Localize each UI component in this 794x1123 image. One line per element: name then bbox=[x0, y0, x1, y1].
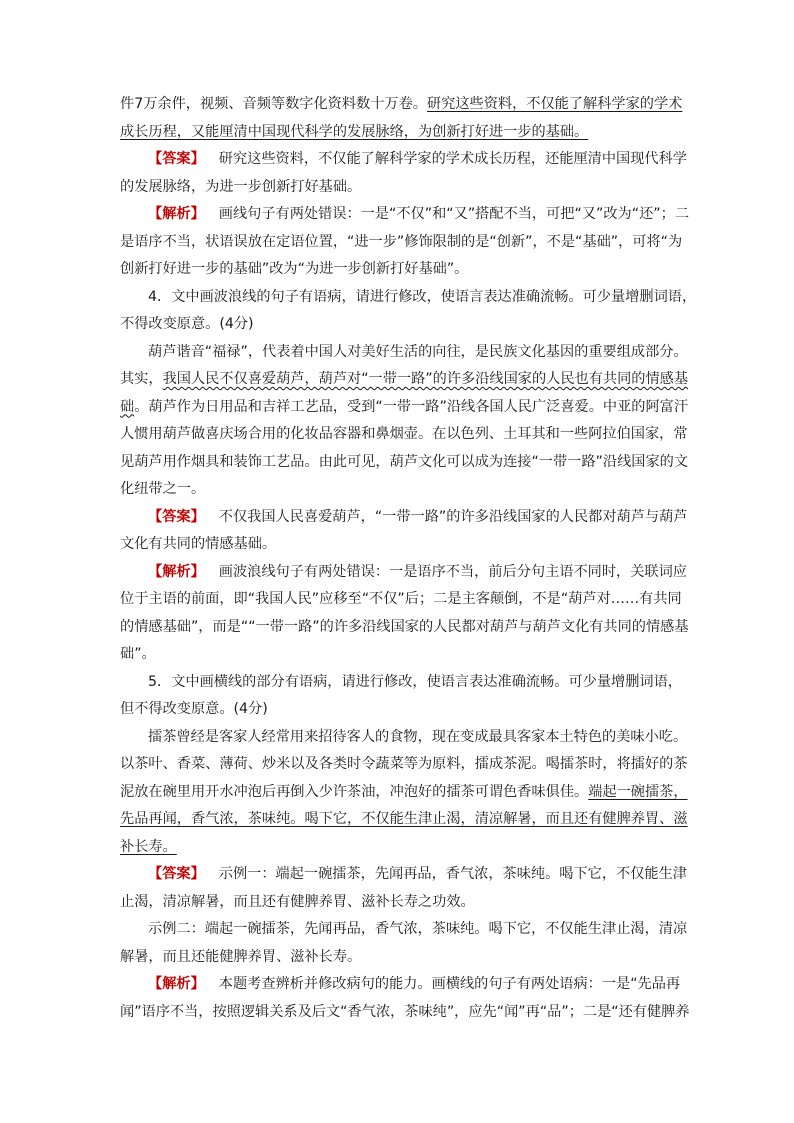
question-text: 不得改变原意。(4分) bbox=[120, 316, 254, 332]
passage-line bbox=[120, 806, 688, 834]
underlined-text: 研究这些资料，不仅能了解科学家的学术 bbox=[426, 96, 683, 112]
passage-text: 。葫芦作为日用品和吉祥工艺品，受到“一带一路”沿线各国人民广泛喜爱。中亚的阿富汗 bbox=[134, 398, 689, 415]
answer-text: 不仅我国人民喜爱葫芦，“一带一路”的许多沿线国家的人民都对葫芦与葫芦 bbox=[218, 508, 688, 525]
passage-line bbox=[120, 751, 688, 779]
analysis-line bbox=[120, 586, 680, 614]
question-line bbox=[120, 284, 697, 312]
analysis-text: 础”。 bbox=[120, 646, 156, 662]
text-span: 件7万余件，视频、音频等数字化资料数十万卷。 bbox=[120, 96, 427, 112]
answer-line bbox=[120, 531, 680, 559]
passage-text: 其实， bbox=[120, 371, 163, 387]
analysis-tag: 【解析】 bbox=[148, 206, 205, 222]
analysis-text: 的情感基础”，而是““一带一路”的许多沿线国家的人民都对葫芦与葫芦文化有共同的情感基 bbox=[120, 618, 689, 635]
answer-line bbox=[120, 944, 680, 972]
analysis-text: 本题考查辨析并修改病句的能力。画横线的句子有两处语病：一是“先品再 bbox=[218, 976, 681, 992]
passage-text: 化纽带之一。 bbox=[120, 481, 206, 497]
answer-tag: 【答案】 bbox=[148, 866, 205, 882]
passage-line bbox=[120, 476, 680, 504]
passage-text: 人惯用葫芦做喜庆场合用的化妆品容器和鼻烟壶。在以色列、土耳其和一些阿拉伯国家，常 bbox=[120, 426, 688, 442]
answer-line bbox=[120, 174, 680, 202]
answer-line bbox=[120, 889, 680, 917]
analysis-line bbox=[120, 999, 690, 1027]
wavy-underlined-text: 我国人民不仅喜爱葫芦，葫芦对“一带一路”的许多沿线国家的人民也有共同的情感基 bbox=[162, 371, 689, 387]
answer-text: 解暑，而且还能健脾养胃、滋补长寿。 bbox=[120, 948, 362, 965]
wavy-underlined-text: 础 bbox=[120, 398, 135, 415]
passage-line bbox=[120, 449, 689, 477]
answer-line bbox=[120, 916, 688, 944]
analysis-text: 画波浪线句子有两处错误：一是语序不当，前后分句主语不同时，关联词应 bbox=[218, 563, 687, 580]
answer-line bbox=[120, 146, 687, 174]
analysis-text: 是语序不当，状语误放在定语位置，“进一步”修饰限制的是“创新”，不是“基础”，可将“为 bbox=[120, 233, 683, 250]
analysis-line bbox=[120, 229, 683, 257]
analysis-line bbox=[120, 971, 680, 999]
answer-text: 示例一：端起一碗擂茶，先闻再品，香气浓，茶味纯。喝下它，不仅能生津 bbox=[218, 866, 687, 882]
answer-line bbox=[120, 504, 688, 532]
passage-text: 葫芦谐音“福禄”，代表着中国人对美好生活的向往，是民族文化基因的重要组成部分。 bbox=[148, 343, 688, 360]
analysis-line bbox=[120, 614, 689, 642]
analysis-line bbox=[120, 201, 690, 229]
passage-line bbox=[120, 834, 680, 862]
answer-text: 止渴，清凉解暑，而且还有健脾养胃、滋补长寿之功效。 bbox=[120, 893, 475, 910]
question-line bbox=[120, 669, 680, 697]
passage-line bbox=[120, 421, 688, 449]
answer-text: 文化有共同的情感基础。 bbox=[120, 536, 277, 552]
answer-text: 研究这些资料，不仅能了解科学家的学术成长历程，还能厘清中国现代科学 bbox=[218, 151, 687, 167]
passage-line bbox=[120, 119, 680, 147]
answer-line bbox=[120, 861, 687, 889]
analysis-text: 创新打好进一步的基础”改为“为进一步创新打好基础”。 bbox=[120, 261, 469, 277]
question-text: 5．文中画横线的部分有语病，请进行修改，使语言表达准确流畅。可少量增删词语， bbox=[148, 673, 682, 690]
passage-text: 以茶叶、香菜、薄荷、炒米以及各类时令蔬菜等为原料，擂成茶泥。喝擂茶时，将擂好的茶 bbox=[120, 756, 688, 772]
answer-tag: 【答案】 bbox=[148, 151, 205, 167]
answer-tag: 【答案】 bbox=[148, 508, 205, 525]
document-page bbox=[120, 91, 697, 1026]
passage-text: 泥放在碗里用开水冲泡后再倒入少许茶油，冲泡好的擂茶可谓色香味俱佳。 bbox=[120, 783, 589, 800]
analysis-text: 闻”语序不当，按照逻辑关系及后文“香气浓，茶味纯”，应先“闻”再“品”；二是“还有健脾养 bbox=[120, 1003, 690, 1020]
question-line bbox=[120, 696, 680, 724]
passage-line bbox=[120, 366, 689, 394]
passage-line bbox=[120, 779, 688, 807]
underlined-text: 补长寿。 bbox=[120, 838, 177, 855]
analysis-tag: 【解析】 bbox=[148, 563, 205, 580]
passage-line bbox=[120, 724, 688, 752]
passage-text: 擂茶曾经是客家人经常用来招待客人的食物，现在变成最具客家本土特色的美味小吃。 bbox=[148, 728, 688, 745]
underlined-text: 端起一碗擂茶， bbox=[588, 783, 688, 800]
question-line bbox=[120, 311, 680, 339]
passage-text: 见葫芦用作烟具和装饰工艺品。由此可见，葫芦文化可以成为连接“一带一路”沿线国家的文 bbox=[120, 453, 689, 470]
passage-line bbox=[120, 91, 683, 119]
question-text: 4．文中画波浪线的句子有语病，请进行修改，使语言表达准确流畅。可少量增删词语， bbox=[148, 288, 697, 305]
analysis-text: 位于主语的前面，即“我国人民”应移至“不仅”后；二是主客颠倒，不是“葫芦对……有共同 bbox=[120, 591, 682, 607]
question-text: 但不得改变原意。(4分) bbox=[120, 701, 268, 717]
analysis-tag: 【解析】 bbox=[148, 976, 205, 992]
analysis-line bbox=[120, 256, 680, 284]
answer-text: 示例二：端起一碗擂茶，先闻再品，香气浓，茶味纯。喝下它，不仅能生津止渴，清凉 bbox=[148, 921, 688, 937]
passage-line bbox=[120, 394, 689, 422]
analysis-line bbox=[120, 559, 687, 587]
underlined-text: 成长历程，又能厘清中国现代科学的发展脉络，为创新打好进一步的基础。 bbox=[120, 123, 589, 140]
passage-line bbox=[120, 339, 688, 367]
underlined-text: 先品再闻，香气浓，茶味纯。喝下它，不仅能生津止渴，清凉解暑，而且还有健脾养胃、滋 bbox=[120, 811, 688, 827]
analysis-text: 画线句子有两处错误：一是“不仅”和“又”搭配不当，可把“又”改为“还”；二 bbox=[218, 206, 690, 222]
answer-text: 的发展脉络，为进一步创新打好基础。 bbox=[120, 178, 362, 195]
analysis-line bbox=[120, 641, 680, 669]
